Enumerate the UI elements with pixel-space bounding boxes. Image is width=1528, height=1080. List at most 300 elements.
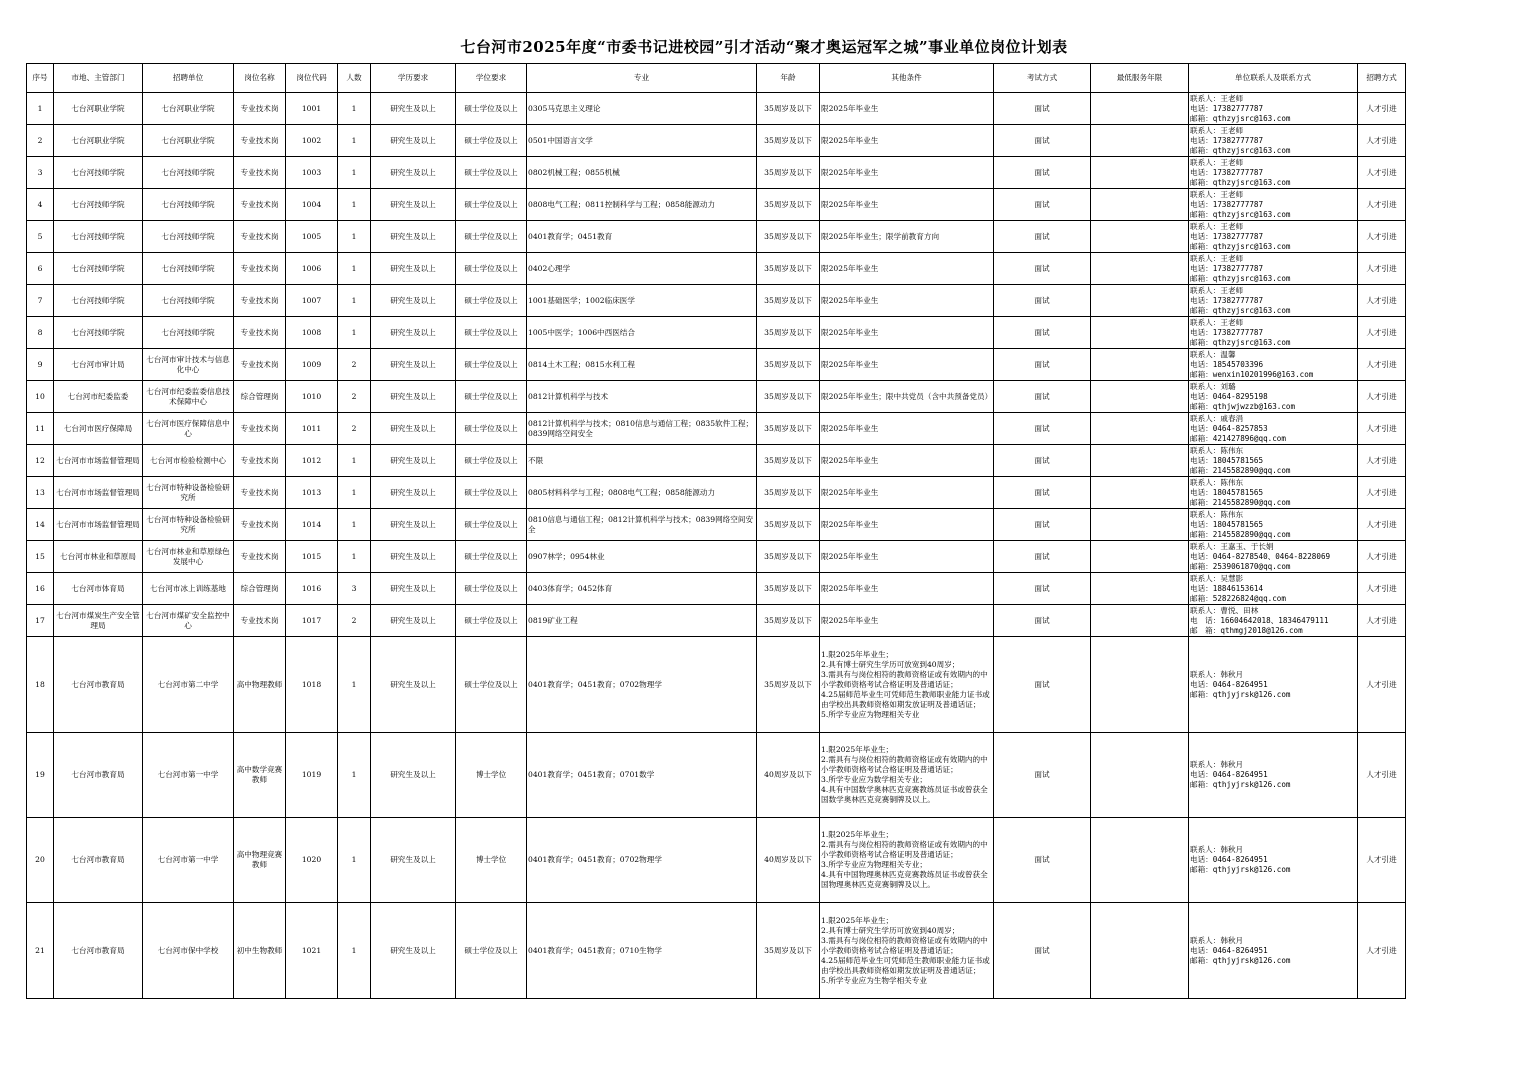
table-row	[27, 93, 1406, 125]
cell-dept: 七台河市市场监督管理局	[54, 509, 143, 541]
cell-age: 40周岁及以下	[757, 733, 820, 818]
table-row	[27, 381, 1406, 413]
cell-degree: 博士学位	[456, 818, 527, 903]
table-row	[27, 285, 1406, 317]
cell-degree: 博士学位	[456, 733, 527, 818]
table-row	[27, 445, 1406, 477]
position-plan-table	[26, 63, 1406, 999]
column-header-post: 岗位名称	[234, 64, 286, 93]
cell-service	[1091, 733, 1189, 818]
cell-degree: 硕士学位及以上	[456, 221, 527, 253]
cell-post: 专业技术岗	[234, 541, 286, 573]
cell-code: 1012	[286, 445, 338, 477]
cell-post: 专业技术岗	[234, 509, 286, 541]
cell-no: 6	[27, 253, 54, 285]
cell-post: 高中物理教师	[234, 637, 286, 733]
cell-method: 人才引进	[1358, 125, 1406, 157]
cell-contact: 联系人：陈伟东 电话：18045781565 邮箱：2145582890@qq.com	[1189, 477, 1358, 509]
cell-method: 人才引进	[1358, 637, 1406, 733]
cell-other: 1.限2025年毕业生； 2.需具有与岗位相符的教师资格证或有效期内的中小学教师资格考试合格证明及普通话证； 3.所学专业应为数学相关专业； 4.具有中国数学奥林匹克竞赛教练员证书或曾获全国数学奥林匹克竞赛铜牌及以上。	[820, 733, 994, 818]
cell-degree: 硕士学位及以上	[456, 445, 527, 477]
cell-method: 人才引进	[1358, 541, 1406, 573]
cell-service	[1091, 93, 1189, 125]
cell-major: 0805材料科学与工程；0808电气工程；0858能源动力	[527, 477, 757, 509]
cell-dept: 七台河市教育局	[54, 903, 143, 999]
cell-unit: 七台河职业学院	[143, 93, 234, 125]
column-header-dept: 市地、主管部门	[54, 64, 143, 93]
cell-code: 1020	[286, 818, 338, 903]
cell-no: 20	[27, 818, 54, 903]
cell-post: 专业技术岗	[234, 189, 286, 221]
cell-age: 35周岁及以下	[757, 477, 820, 509]
cell-exam: 面试	[994, 381, 1091, 413]
cell-unit: 七台河市特种设备检验研究所	[143, 477, 234, 509]
cell-major: 0802机械工程；0855机械	[527, 157, 757, 189]
cell-unit: 七台河技师学院	[143, 317, 234, 349]
cell-degree: 硕士学位及以上	[456, 317, 527, 349]
cell-code: 1011	[286, 413, 338, 445]
cell-num: 2	[338, 413, 371, 445]
cell-dept: 七台河市医疗保障局	[54, 413, 143, 445]
cell-code: 1010	[286, 381, 338, 413]
cell-service	[1091, 573, 1189, 605]
cell-age: 35周岁及以下	[757, 573, 820, 605]
cell-major: 0808电气工程；0811控制科学与工程；0858能源动力	[527, 189, 757, 221]
cell-degree: 硕士学位及以上	[456, 93, 527, 125]
cell-method: 人才引进	[1358, 349, 1406, 381]
cell-degree: 硕士学位及以上	[456, 605, 527, 637]
cell-code: 1007	[286, 285, 338, 317]
cell-exam: 面试	[994, 253, 1091, 285]
cell-service	[1091, 189, 1189, 221]
cell-dept: 七台河市煤炭生产安全管理局	[54, 605, 143, 637]
cell-post: 专业技术岗	[234, 445, 286, 477]
cell-unit: 七台河市纪委监委信息技术保障中心	[143, 381, 234, 413]
cell-exam: 面试	[994, 157, 1091, 189]
cell-degree: 硕士学位及以上	[456, 573, 527, 605]
column-header-method: 招聘方式	[1358, 64, 1406, 93]
cell-dept: 七台河职业学院	[54, 125, 143, 157]
cell-edu: 研究生及以上	[371, 818, 456, 903]
cell-method: 人才引进	[1358, 903, 1406, 999]
cell-method: 人才引进	[1358, 573, 1406, 605]
cell-other: 限2025年毕业生	[820, 445, 994, 477]
cell-method: 人才引进	[1358, 381, 1406, 413]
cell-post: 专业技术岗	[234, 317, 286, 349]
cell-major: 0401教育学；0451教育	[527, 221, 757, 253]
cell-major: 0812计算机科学与技术	[527, 381, 757, 413]
cell-edu: 研究生及以上	[371, 285, 456, 317]
cell-degree: 硕士学位及以上	[456, 903, 527, 999]
cell-major: 0402心理学	[527, 253, 757, 285]
table-body	[27, 93, 1406, 999]
table-row	[27, 903, 1406, 999]
cell-exam: 面试	[994, 733, 1091, 818]
cell-post: 专业技术岗	[234, 413, 286, 445]
cell-exam: 面试	[994, 445, 1091, 477]
cell-edu: 研究生及以上	[371, 317, 456, 349]
cell-major: 0812计算机科学与技术；0810信息与通信工程；0835软件工程；0839网络空间安全	[527, 413, 757, 445]
cell-edu: 研究生及以上	[371, 157, 456, 189]
cell-contact: 联系人：王老师 电话：17382777787 邮箱：qthzyjsrc@163.com	[1189, 253, 1358, 285]
cell-unit: 七台河市审计技术与信息化中心	[143, 349, 234, 381]
cell-other: 限2025年毕业生	[820, 157, 994, 189]
cell-degree: 硕士学位及以上	[456, 381, 527, 413]
cell-no: 8	[27, 317, 54, 349]
cell-service	[1091, 349, 1189, 381]
cell-other: 限2025年毕业生	[820, 125, 994, 157]
cell-no: 5	[27, 221, 54, 253]
cell-edu: 研究生及以上	[371, 221, 456, 253]
cell-method: 人才引进	[1358, 818, 1406, 903]
column-header-contact: 单位联系人及联系方式	[1189, 64, 1358, 93]
cell-post: 专业技术岗	[234, 93, 286, 125]
cell-unit: 七台河市第二中学	[143, 637, 234, 733]
cell-num: 1	[338, 903, 371, 999]
table-row	[27, 413, 1406, 445]
cell-service	[1091, 317, 1189, 349]
cell-no: 2	[27, 125, 54, 157]
cell-edu: 研究生及以上	[371, 509, 456, 541]
cell-num: 1	[338, 733, 371, 818]
cell-post: 初中生物教师	[234, 903, 286, 999]
cell-contact: 联系人：王老师 电话：17382777787 邮箱：qthzyjsrc@163.com	[1189, 221, 1358, 253]
cell-post: 高中物理竞赛教师	[234, 818, 286, 903]
cell-major: 0501中国语言文学	[527, 125, 757, 157]
table-header-row	[27, 64, 1406, 93]
cell-post: 高中数学竞赛教师	[234, 733, 286, 818]
cell-service	[1091, 445, 1189, 477]
cell-edu: 研究生及以上	[371, 637, 456, 733]
cell-code: 1016	[286, 573, 338, 605]
cell-contact: 联系人：陈伟东 电话：18045781565 邮箱：2145582890@qq.com	[1189, 509, 1358, 541]
cell-edu: 研究生及以上	[371, 349, 456, 381]
cell-exam: 面试	[994, 509, 1091, 541]
cell-service	[1091, 509, 1189, 541]
cell-code: 1004	[286, 189, 338, 221]
cell-service	[1091, 381, 1189, 413]
cell-unit: 七台河市检验检测中心	[143, 445, 234, 477]
cell-contact: 联系人：吴慧影 电话：18846153614 邮箱：528226824@qq.com	[1189, 573, 1358, 605]
cell-contact: 联系人：王老师 电话：17382777787 邮箱：qthzyjsrc@163.com	[1189, 93, 1358, 125]
cell-no: 7	[27, 285, 54, 317]
cell-dept: 七台河技师学院	[54, 189, 143, 221]
cell-method: 人才引进	[1358, 477, 1406, 509]
cell-major: 0401教育学；0451教育；0702物理学	[527, 818, 757, 903]
cell-contact: 联系人：陈伟东 电话：18045781565 邮箱：2145582890@qq.com	[1189, 445, 1358, 477]
cell-unit: 七台河市冰上训练基地	[143, 573, 234, 605]
table-row	[27, 125, 1406, 157]
cell-edu: 研究生及以上	[371, 903, 456, 999]
table-row	[27, 317, 1406, 349]
cell-unit: 七台河市第一中学	[143, 733, 234, 818]
cell-edu: 研究生及以上	[371, 541, 456, 573]
page-title: 七台河市2025年度“市委书记进校园”引才活动“聚才奥运冠军之城”事业单位岗位计划表	[460, 38, 1068, 56]
cell-num: 1	[338, 253, 371, 285]
cell-service	[1091, 285, 1189, 317]
cell-num: 1	[338, 818, 371, 903]
cell-unit: 七台河市煤矿安全监控中心	[143, 605, 234, 637]
cell-service	[1091, 637, 1189, 733]
column-header-other: 其他条件	[820, 64, 994, 93]
cell-other: 限2025年毕业生	[820, 477, 994, 509]
column-header-service: 最低服务年限	[1091, 64, 1189, 93]
cell-other: 限2025年毕业生	[820, 605, 994, 637]
cell-num: 1	[338, 317, 371, 349]
column-header-code: 岗位代码	[286, 64, 338, 93]
cell-num: 1	[338, 541, 371, 573]
cell-unit: 七台河市林业和草原绿色发展中心	[143, 541, 234, 573]
cell-post: 专业技术岗	[234, 285, 286, 317]
cell-age: 35周岁及以下	[757, 125, 820, 157]
cell-code: 1013	[286, 477, 338, 509]
cell-contact: 联系人：王老师 电话：17382777787 邮箱：qthzyjsrc@163.com	[1189, 317, 1358, 349]
cell-code: 1001	[286, 93, 338, 125]
cell-age: 35周岁及以下	[757, 253, 820, 285]
table-row	[27, 157, 1406, 189]
cell-edu: 研究生及以上	[371, 413, 456, 445]
cell-age: 35周岁及以下	[757, 605, 820, 637]
cell-code: 1017	[286, 605, 338, 637]
cell-service	[1091, 157, 1189, 189]
cell-dept: 七台河技师学院	[54, 285, 143, 317]
cell-degree: 硕士学位及以上	[456, 413, 527, 445]
cell-major: 0401教育学；0451教育；0710生物学	[527, 903, 757, 999]
cell-no: 18	[27, 637, 54, 733]
cell-contact: 联系人：韩秋月 电话：0464-8264951 邮箱：qthjyjrsk@126.com	[1189, 733, 1358, 818]
cell-dept: 七台河技师学院	[54, 157, 143, 189]
cell-major: 1005中医学；1006中西医结合	[527, 317, 757, 349]
cell-degree: 硕士学位及以上	[456, 349, 527, 381]
table-row	[27, 253, 1406, 285]
cell-unit: 七台河技师学院	[143, 221, 234, 253]
cell-post: 专业技术岗	[234, 349, 286, 381]
cell-major: 0305马克思主义理论	[527, 93, 757, 125]
cell-unit: 七台河技师学院	[143, 157, 234, 189]
cell-dept: 七台河技师学院	[54, 221, 143, 253]
cell-code: 1015	[286, 541, 338, 573]
table-row	[27, 189, 1406, 221]
cell-method: 人才引进	[1358, 285, 1406, 317]
column-header-edu: 学历要求	[371, 64, 456, 93]
cell-no: 15	[27, 541, 54, 573]
cell-other: 限2025年毕业生	[820, 509, 994, 541]
cell-unit: 七台河市第一中学	[143, 818, 234, 903]
cell-other: 限2025年毕业生	[820, 253, 994, 285]
table-row	[27, 733, 1406, 818]
cell-exam: 面试	[994, 541, 1091, 573]
cell-degree: 硕士学位及以上	[456, 157, 527, 189]
cell-other: 限2025年毕业生；限中共党员（含中共预备党员）	[820, 381, 994, 413]
cell-num: 1	[338, 157, 371, 189]
cell-method: 人才引进	[1358, 221, 1406, 253]
cell-code: 1018	[286, 637, 338, 733]
table-row	[27, 818, 1406, 903]
cell-num: 1	[338, 445, 371, 477]
cell-num: 1	[338, 509, 371, 541]
cell-degree: 硕士学位及以上	[456, 509, 527, 541]
cell-service	[1091, 605, 1189, 637]
cell-age: 35周岁及以下	[757, 157, 820, 189]
cell-degree: 硕士学位及以上	[456, 125, 527, 157]
cell-dept: 七台河市体育局	[54, 573, 143, 605]
cell-exam: 面试	[994, 573, 1091, 605]
cell-exam: 面试	[994, 349, 1091, 381]
cell-code: 1021	[286, 903, 338, 999]
cell-other: 1.限2025年毕业生； 2.需具有与岗位相符的教师资格证或有效期内的中小学教师资格考试合格证明及普通话证； 3.所学专业应为物理相关专业； 4.具有中国物理奥林匹克竞赛教练员证书或曾获全国物理奥林匹克竞赛铜牌及以上。	[820, 818, 994, 903]
cell-method: 人才引进	[1358, 157, 1406, 189]
cell-method: 人才引进	[1358, 253, 1406, 285]
cell-no: 21	[27, 903, 54, 999]
cell-contact: 联系人：刘璐 电话：0464-8295198 邮箱：qthjwjwzzb@163.com	[1189, 381, 1358, 413]
cell-edu: 研究生及以上	[371, 605, 456, 637]
cell-method: 人才引进	[1358, 413, 1406, 445]
cell-method: 人才引进	[1358, 189, 1406, 221]
cell-exam: 面试	[994, 413, 1091, 445]
cell-contact: 联系人：王老师 电话：17382777787 邮箱：qthzyjsrc@163.com	[1189, 157, 1358, 189]
cell-contact: 联系人：韩秋月 电话：0464-8264951 邮箱：qthjyjrsk@126.com	[1189, 818, 1358, 903]
cell-other: 限2025年毕业生	[820, 349, 994, 381]
cell-age: 35周岁及以下	[757, 903, 820, 999]
cell-contact: 联系人：韩秋月 电话：0464-8264951 邮箱：qthjyjrsk@126.com	[1189, 637, 1358, 733]
cell-num: 3	[338, 573, 371, 605]
cell-major: 0907林学；0954林业	[527, 541, 757, 573]
cell-service	[1091, 253, 1189, 285]
cell-major: 0401教育学；0451教育；0701数学	[527, 733, 757, 818]
cell-num: 2	[338, 381, 371, 413]
cell-edu: 研究生及以上	[371, 445, 456, 477]
cell-num: 2	[338, 349, 371, 381]
column-header-major: 专业	[527, 64, 757, 93]
cell-post: 专业技术岗	[234, 157, 286, 189]
table-row	[27, 509, 1406, 541]
cell-edu: 研究生及以上	[371, 477, 456, 509]
cell-exam: 面试	[994, 93, 1091, 125]
column-header-unit: 招聘单位	[143, 64, 234, 93]
cell-method: 人才引进	[1358, 93, 1406, 125]
cell-post: 专业技术岗	[234, 253, 286, 285]
cell-degree: 硕士学位及以上	[456, 189, 527, 221]
cell-dept: 七台河市教育局	[54, 818, 143, 903]
cell-service	[1091, 477, 1189, 509]
cell-contact: 联系人：韩秋月 电话：0464-8264951 邮箱：qthjyjrsk@126.com	[1189, 903, 1358, 999]
cell-degree: 硕士学位及以上	[456, 285, 527, 317]
cell-code: 1008	[286, 317, 338, 349]
cell-service	[1091, 541, 1189, 573]
cell-exam: 面试	[994, 477, 1091, 509]
cell-age: 35周岁及以下	[757, 317, 820, 349]
cell-age: 35周岁及以下	[757, 349, 820, 381]
cell-other: 限2025年毕业生	[820, 93, 994, 125]
cell-no: 3	[27, 157, 54, 189]
cell-code: 1002	[286, 125, 338, 157]
table-row	[27, 221, 1406, 253]
table-row	[27, 637, 1406, 733]
cell-dept: 七台河市教育局	[54, 637, 143, 733]
cell-no: 11	[27, 413, 54, 445]
cell-exam: 面试	[994, 221, 1091, 253]
cell-other: 限2025年毕业生	[820, 317, 994, 349]
cell-age: 35周岁及以下	[757, 541, 820, 573]
cell-other: 限2025年毕业生	[820, 189, 994, 221]
cell-post: 专业技术岗	[234, 125, 286, 157]
cell-other: 限2025年毕业生	[820, 573, 994, 605]
cell-dept: 七台河市市场监督管理局	[54, 445, 143, 477]
cell-contact: 联系人：王老师 电话：17382777787 邮箱：qthzyjsrc@163.com	[1189, 285, 1358, 317]
cell-age: 35周岁及以下	[757, 221, 820, 253]
cell-code: 1006	[286, 253, 338, 285]
cell-edu: 研究生及以上	[371, 381, 456, 413]
cell-num: 1	[338, 477, 371, 509]
cell-contact: 联系人：温馨 电话：18545703396 邮箱：wenxin10201996@163.com	[1189, 349, 1358, 381]
cell-unit: 七台河技师学院	[143, 189, 234, 221]
cell-post: 综合管理岗	[234, 573, 286, 605]
table-row	[27, 573, 1406, 605]
cell-service	[1091, 818, 1189, 903]
cell-major: 1001基础医学；1002临床医学	[527, 285, 757, 317]
cell-no: 4	[27, 189, 54, 221]
table-row	[27, 541, 1406, 573]
cell-num: 1	[338, 285, 371, 317]
cell-code: 1009	[286, 349, 338, 381]
cell-major: 0810信息与通信工程；0812计算机科学与技术；0839网络空间安全	[527, 509, 757, 541]
cell-edu: 研究生及以上	[371, 733, 456, 818]
cell-exam: 面试	[994, 285, 1091, 317]
cell-num: 1	[338, 125, 371, 157]
cell-other: 限2025年毕业生；限学前教育方向	[820, 221, 994, 253]
cell-unit: 七台河职业学院	[143, 125, 234, 157]
cell-age: 35周岁及以下	[757, 189, 820, 221]
cell-contact: 联系人：王老师 电话：17382777787 邮箱：qthzyjsrc@163.com	[1189, 125, 1358, 157]
cell-age: 35周岁及以下	[757, 509, 820, 541]
cell-post: 专业技术岗	[234, 605, 286, 637]
cell-no: 10	[27, 381, 54, 413]
cell-method: 人才引进	[1358, 733, 1406, 818]
cell-service	[1091, 125, 1189, 157]
cell-dept: 七台河技师学院	[54, 253, 143, 285]
cell-other: 限2025年毕业生	[820, 413, 994, 445]
cell-degree: 硕士学位及以上	[456, 637, 527, 733]
cell-exam: 面试	[994, 605, 1091, 637]
column-header-exam: 考试方式	[994, 64, 1091, 93]
cell-dept: 七台河市市场监督管理局	[54, 477, 143, 509]
column-header-num: 人数	[338, 64, 371, 93]
cell-exam: 面试	[994, 818, 1091, 903]
cell-exam: 面试	[994, 637, 1091, 733]
cell-dept: 七台河市林业和草原局	[54, 541, 143, 573]
table-row	[27, 477, 1406, 509]
cell-age: 40周岁及以下	[757, 818, 820, 903]
cell-post: 专业技术岗	[234, 477, 286, 509]
cell-service	[1091, 221, 1189, 253]
cell-age: 35周岁及以下	[757, 637, 820, 733]
cell-degree: 硕士学位及以上	[456, 541, 527, 573]
cell-no: 16	[27, 573, 54, 605]
cell-edu: 研究生及以上	[371, 189, 456, 221]
cell-exam: 面试	[994, 125, 1091, 157]
cell-age: 35周岁及以下	[757, 285, 820, 317]
cell-service	[1091, 413, 1189, 445]
cell-edu: 研究生及以上	[371, 125, 456, 157]
cell-edu: 研究生及以上	[371, 253, 456, 285]
cell-dept: 七台河职业学院	[54, 93, 143, 125]
column-header-age: 年龄	[757, 64, 820, 93]
cell-exam: 面试	[994, 317, 1091, 349]
cell-contact: 联系人：王老师 电话：17382777787 邮箱：qthzyjsrc@163.com	[1189, 189, 1358, 221]
cell-degree: 硕士学位及以上	[456, 477, 527, 509]
cell-age: 35周岁及以下	[757, 413, 820, 445]
cell-major: 不限	[527, 445, 757, 477]
